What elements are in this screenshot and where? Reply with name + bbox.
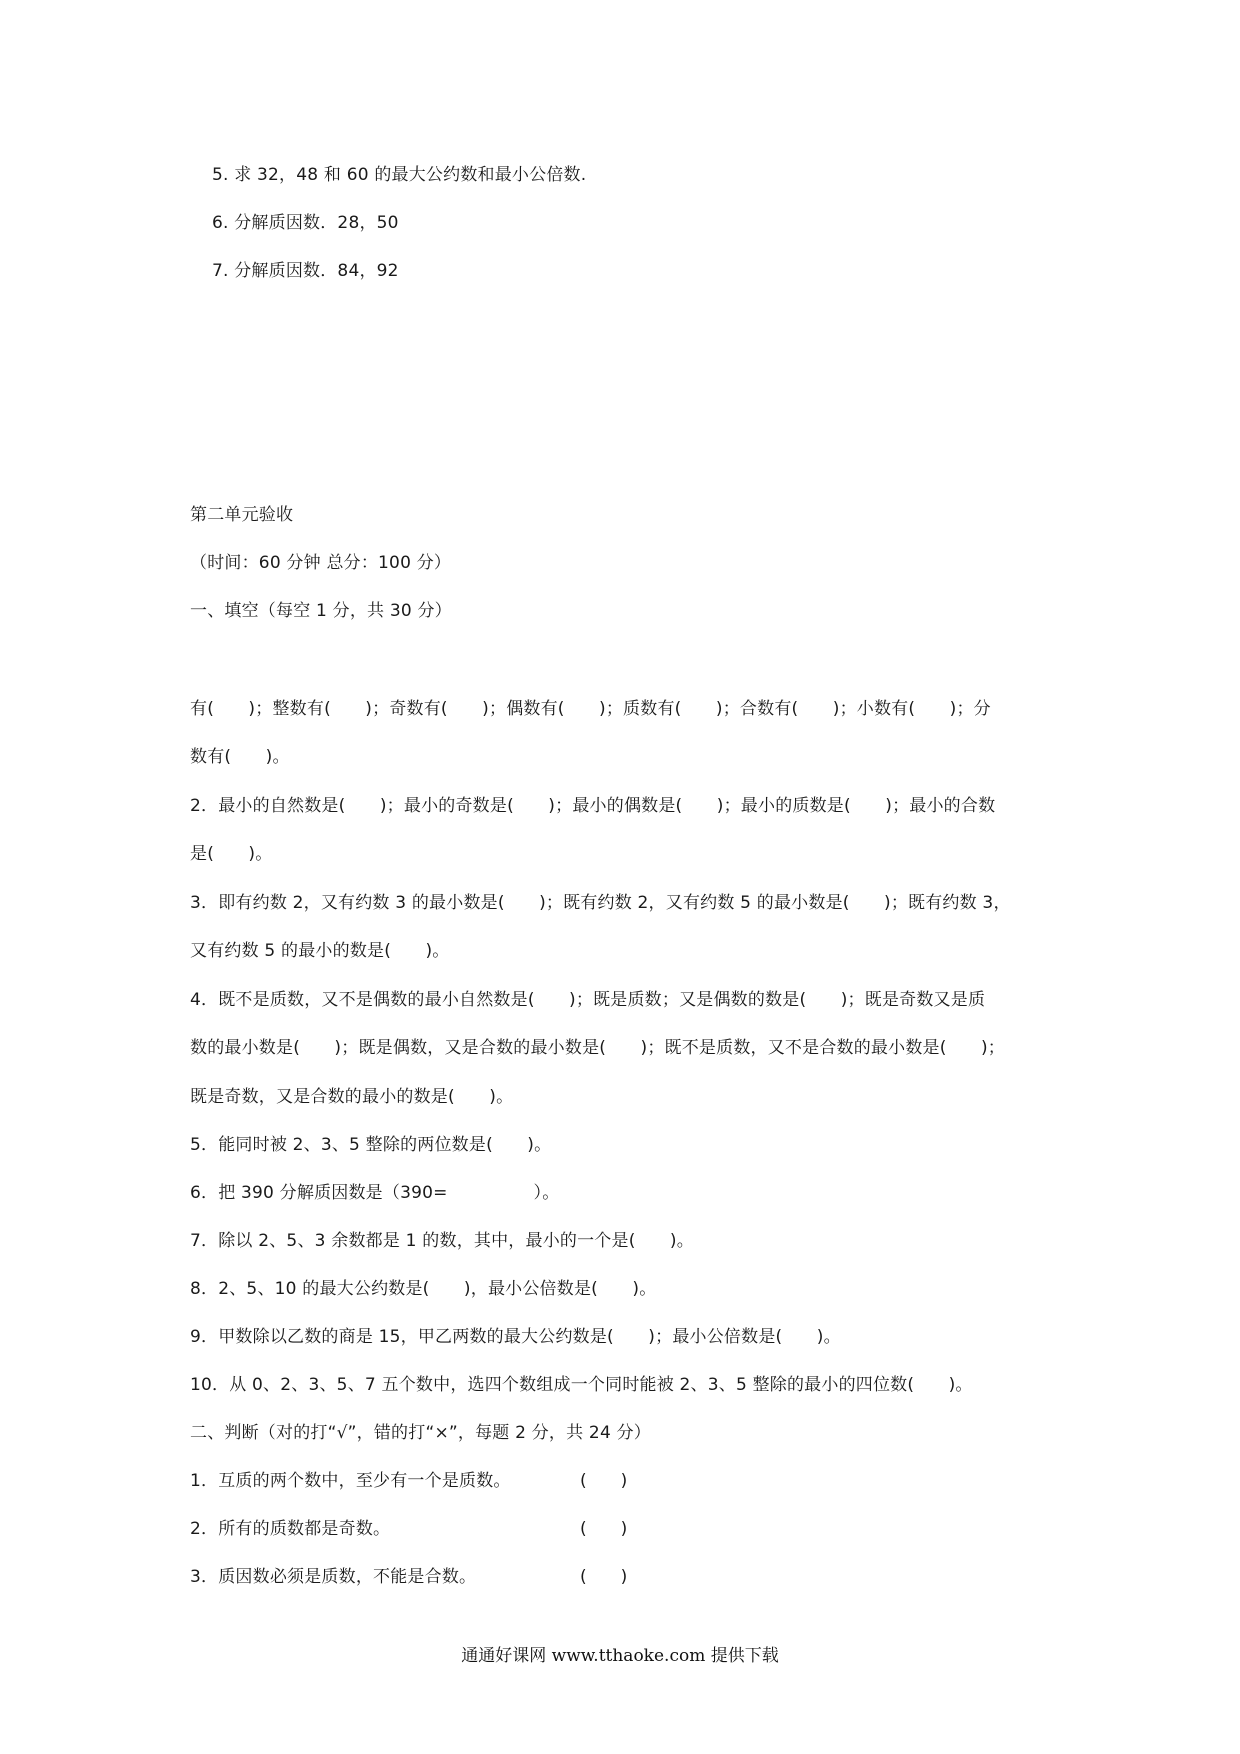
- top-item-6: 6. 分解质因数．28，50: [212, 213, 399, 233]
- footer-credit: 通通好课网 www.tthaoke.com 提供下载: [461, 1646, 779, 1666]
- time-note: （时间：60 分钟 总分：100 分）: [190, 553, 452, 573]
- q3-line2: 又有约数 5 的最小的数是( )。: [190, 941, 450, 961]
- judge-item-text: 1．互质的两个数中，至少有一个是质数。: [190, 1471, 511, 1491]
- q3-line1: 3．即有约数 2，又有约数 3 的最小数是( )；既有约数 2，又有约数 5 的最小数是( )；既有约数 3，: [190, 893, 1011, 913]
- section1-title: 一、填空（每空 1 分，共 30 分）: [190, 601, 452, 621]
- judge-item-text: 3．质因数必须是质数，不能是合数。: [190, 1567, 477, 1587]
- section2-title: 二、判断（对的打“√”，错的打“×”，每题 2 分，共 24 分）: [190, 1423, 651, 1443]
- judge-paren-1: ( ): [580, 1471, 628, 1491]
- q5: 5．能同时被 2、3、5 整除的两位数是( )。: [190, 1135, 552, 1155]
- top-item-5: 5. 求 32，48 和 60 的最大公约数和最小公倍数.: [212, 165, 587, 185]
- q4-line1: 4．既不是质数，又不是偶数的最小自然数是( )；既是质数；又是偶数的数是( )；既是奇数又是质: [190, 990, 986, 1010]
- q8: 8．2、5、10 的最大公约数是( )，最小公倍数是( )。: [190, 1279, 657, 1299]
- q4-line3: 既是奇数，又是合数的最小的数是( )。: [190, 1087, 514, 1107]
- judge-item-text: 2．所有的质数都是奇数。: [190, 1519, 391, 1539]
- judge-item-1: [190, 1469, 511, 1493]
- judge-item-2: [190, 1517, 390, 1541]
- q7: 7．除以 2、5、3 余数都是 1 的数，其中，最小的一个是( )。: [190, 1231, 694, 1251]
- judge-paren-3: ( ): [580, 1567, 628, 1587]
- judge-item-3: [190, 1565, 476, 1589]
- q9: 9．甲数除以乙数的商是 15，甲乙两数的最大公约数是( )；最小公倍数是( )。: [190, 1327, 841, 1347]
- q10: 10．从 0、2、3、5、7 五个数中，选四个数组成一个同时能被 2、3、5 整除的最小的四位数( )。: [190, 1375, 973, 1395]
- q2-line1: 2．最小的自然数是( )；最小的奇数是( )；最小的偶数是( )；最小的质数是( )；最小的合数: [190, 796, 996, 816]
- q4-line2: 数的最小数是( )；既是偶数，又是合数的最小数是( )；既不是质数，又不是合数的最小数是( )；: [190, 1038, 1005, 1058]
- q2-line2: 是( )。: [190, 844, 273, 864]
- q1-line1: 有( )；整数有( )；奇数有( )；偶数有( )；质数有( )；合数有( )；小数有( )；分: [190, 699, 991, 719]
- top-item-7: 7. 分解质因数．84，92: [212, 261, 399, 281]
- q1-line2: 数有( )。: [190, 747, 290, 767]
- unit-title: 第二单元验收: [190, 505, 294, 525]
- q6: 6．把 390 分解质因数是（390= ）。: [190, 1183, 560, 1203]
- judge-paren-2: ( ): [580, 1519, 628, 1539]
